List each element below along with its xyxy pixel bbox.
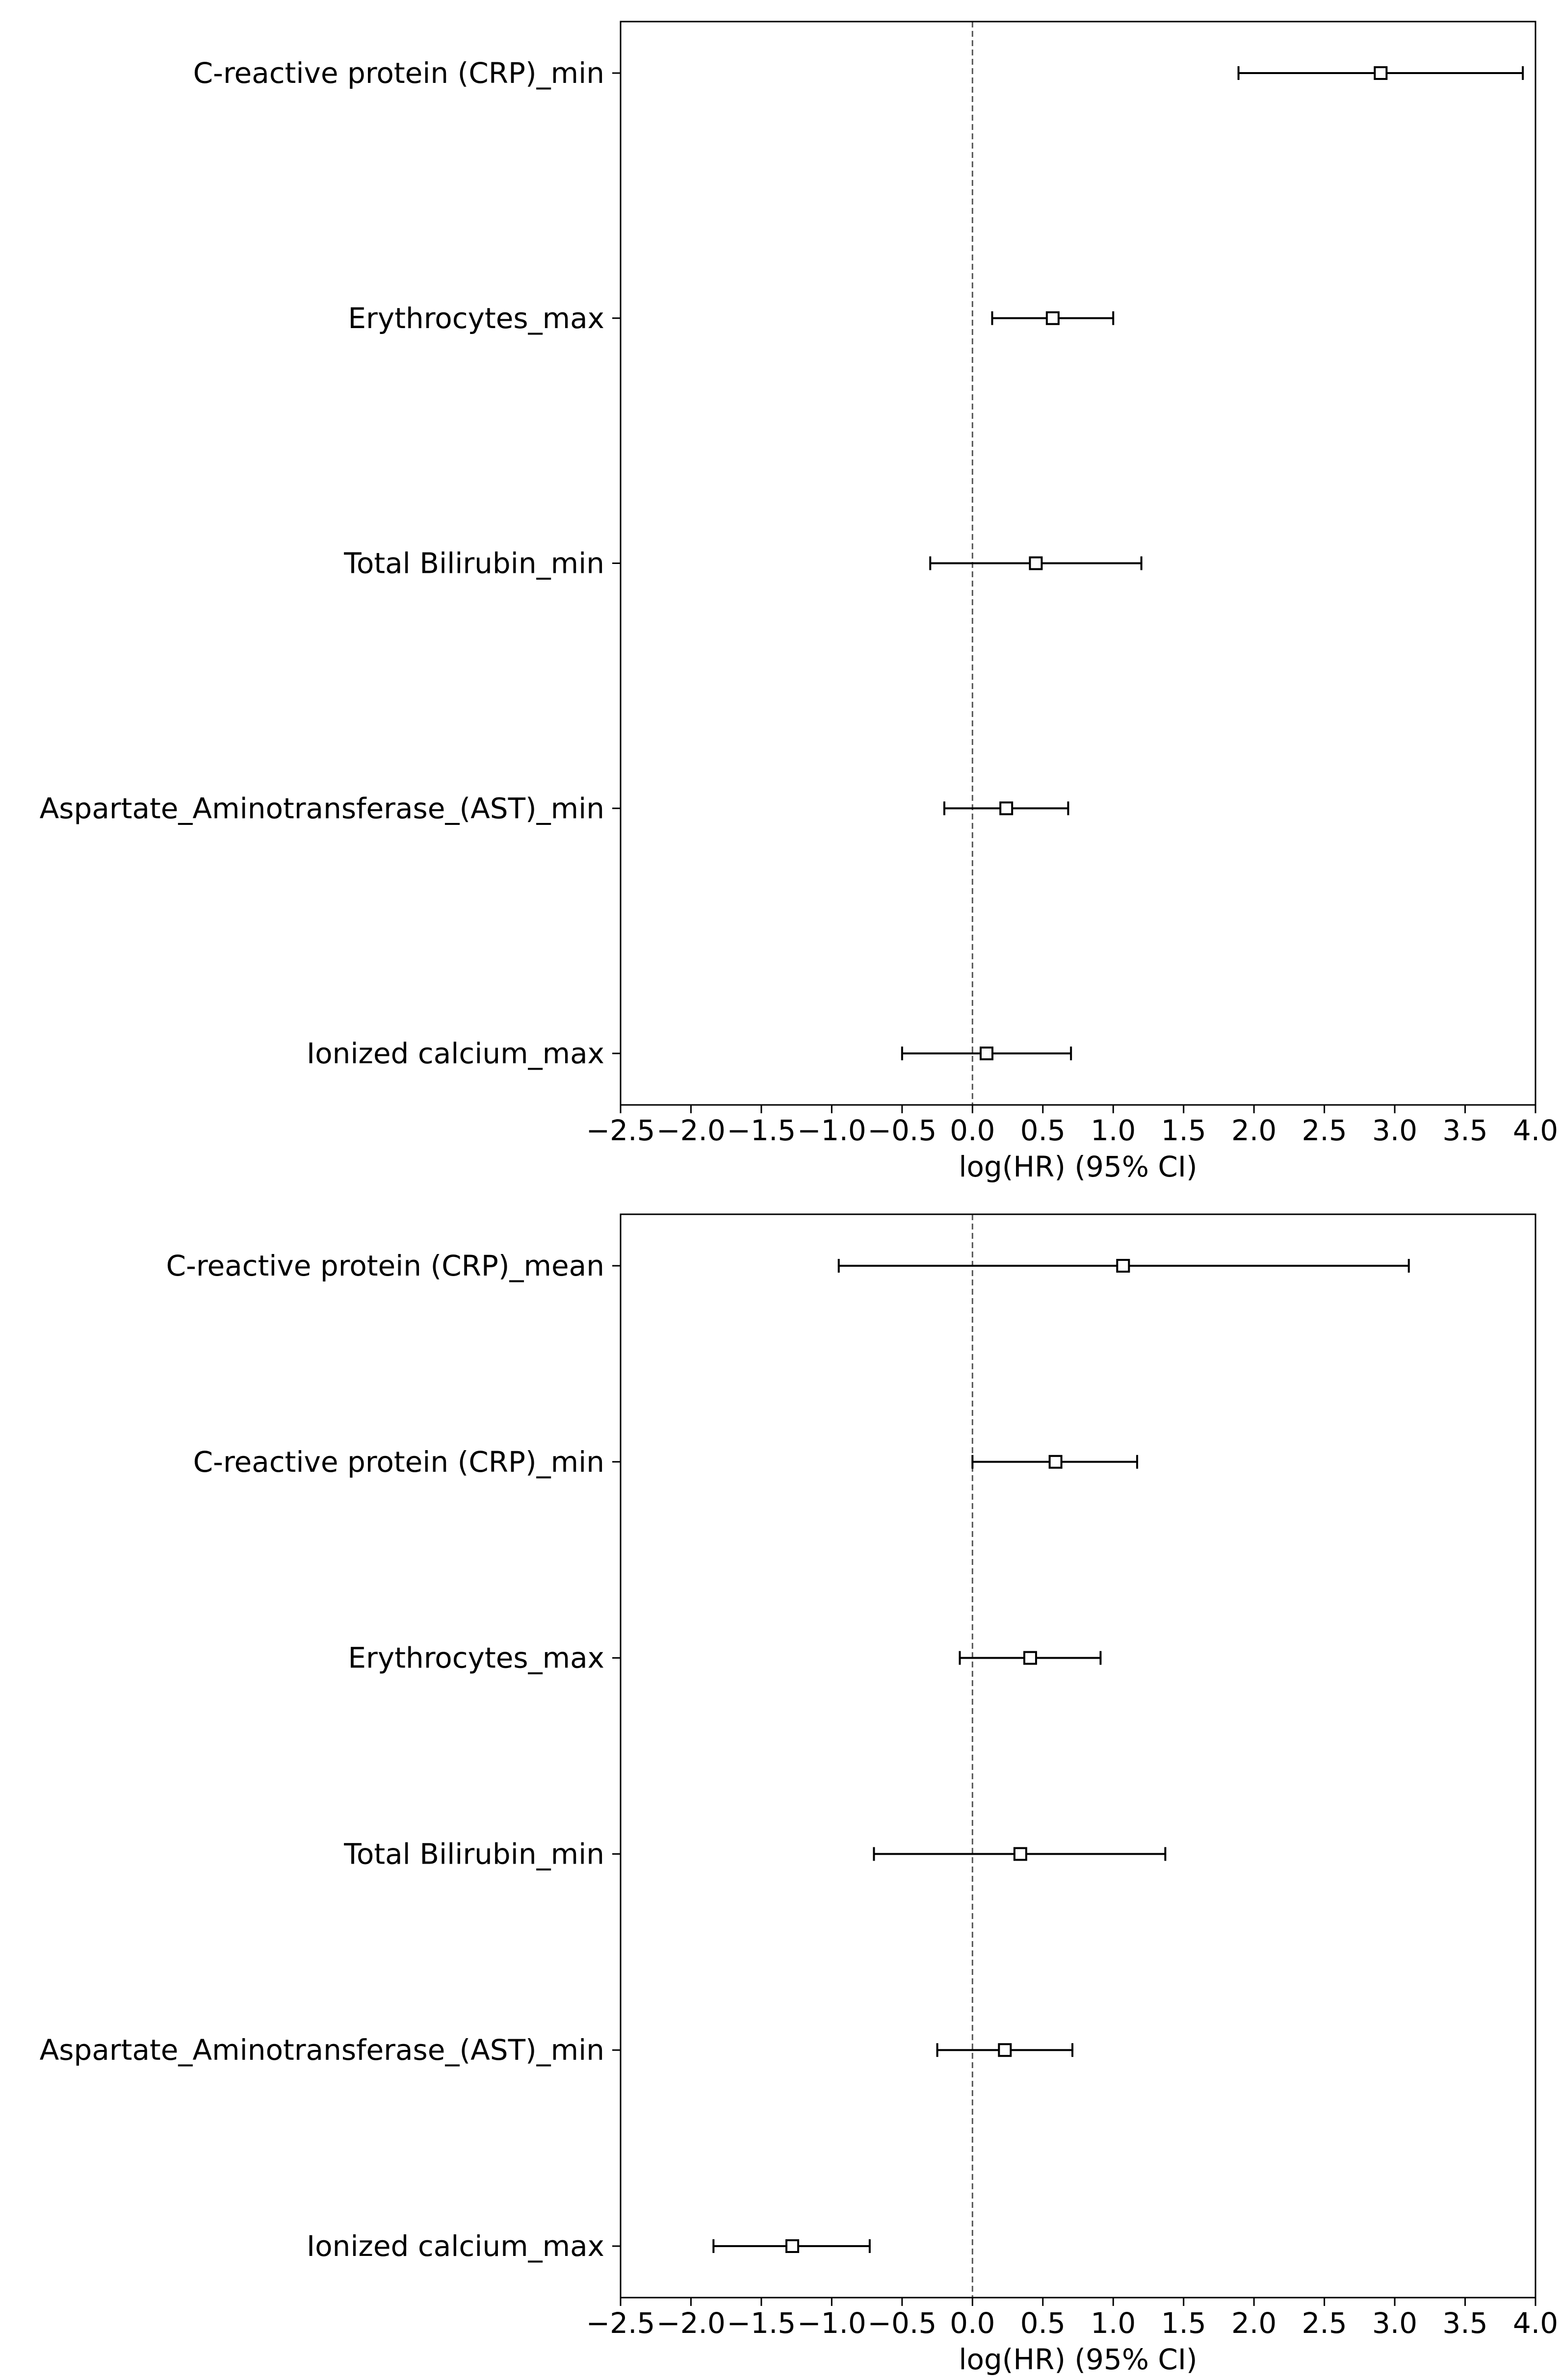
x-axis-label: log(HR) (95% CI): [959, 2343, 1197, 2376]
row-label: Aspartate_Aminotransferase_(AST)_min: [39, 2033, 604, 2067]
x-tick-label: 3.5: [1442, 1114, 1488, 1147]
x-tick-label: 4.0: [1512, 1114, 1559, 1147]
x-axis-label: log(HR) (95% CI): [959, 1150, 1197, 1183]
x-tick-label: 3.0: [1372, 2306, 1418, 2340]
x-tick-label: −0.5: [867, 2306, 937, 2340]
axes-frame: [621, 1214, 1535, 2298]
estimate-marker: [1000, 802, 1012, 814]
x-tick-label: −1.5: [727, 2306, 796, 2340]
estimate-marker: [1015, 1848, 1026, 1860]
x-tick-label: −2.5: [586, 2306, 655, 2340]
row-label: Erythrocytes_max: [348, 301, 604, 335]
estimate-marker: [1375, 67, 1386, 79]
x-tick-label: 1.0: [1091, 1114, 1136, 1147]
x-tick-label: 2.5: [1301, 1114, 1347, 1147]
estimate-marker: [999, 2044, 1011, 2056]
x-tick-label: −2.0: [656, 2306, 726, 2340]
x-tick-label: −2.0: [656, 1114, 726, 1147]
x-tick-label: 0.0: [950, 1114, 995, 1147]
row-label: Erythrocytes_max: [348, 1641, 604, 1675]
row-label: C-reactive protein (CRP)_min: [193, 56, 604, 90]
estimate-marker: [1050, 1456, 1062, 1468]
row-label: Aspartate_Aminotransferase_(AST)_min: [39, 792, 604, 825]
row-label: Total Bilirubin_min: [344, 1837, 604, 1871]
estimate-marker: [1117, 1260, 1129, 1272]
x-tick-label: 3.5: [1442, 2306, 1488, 2340]
forest-panel-1: [40, 22, 1559, 1183]
x-tick-label: 1.0: [1091, 2306, 1136, 2340]
row-label: C-reactive protein (CRP)_min: [193, 1445, 604, 1479]
x-tick-label: 4.0: [1512, 2306, 1559, 2340]
row-label: Ionized calcium_max: [306, 2229, 604, 2263]
x-tick-label: 0.5: [1020, 1114, 1066, 1147]
row-label: C-reactive protein (CRP)_mean: [166, 1249, 604, 1282]
estimate-marker: [1030, 558, 1041, 569]
x-tick-label: 0.5: [1020, 2306, 1066, 2340]
x-tick-label: −1.0: [797, 1114, 866, 1147]
x-tick-label: −1.5: [727, 1114, 796, 1147]
x-tick-label: −0.5: [867, 1114, 937, 1147]
estimate-marker: [981, 1048, 992, 1059]
x-tick-label: −1.0: [797, 2306, 866, 2340]
x-tick-label: 2.0: [1231, 2306, 1277, 2340]
row-label: Total Bilirubin_min: [344, 546, 604, 580]
x-tick-label: 3.0: [1372, 1114, 1418, 1147]
x-tick-label: 1.5: [1161, 1114, 1206, 1147]
estimate-marker: [786, 2240, 798, 2252]
x-tick-label: 2.5: [1301, 2306, 1347, 2340]
x-tick-label: 1.5: [1161, 2306, 1206, 2340]
estimate-marker: [1024, 1652, 1036, 1664]
forest-panel-2: [40, 1214, 1559, 2376]
estimate-marker: [1047, 312, 1059, 324]
x-tick-label: 2.0: [1231, 1114, 1277, 1147]
x-tick-label: 0.0: [950, 2306, 995, 2340]
x-tick-label: −2.5: [586, 1114, 655, 1147]
row-label: Ionized calcium_max: [306, 1037, 604, 1070]
